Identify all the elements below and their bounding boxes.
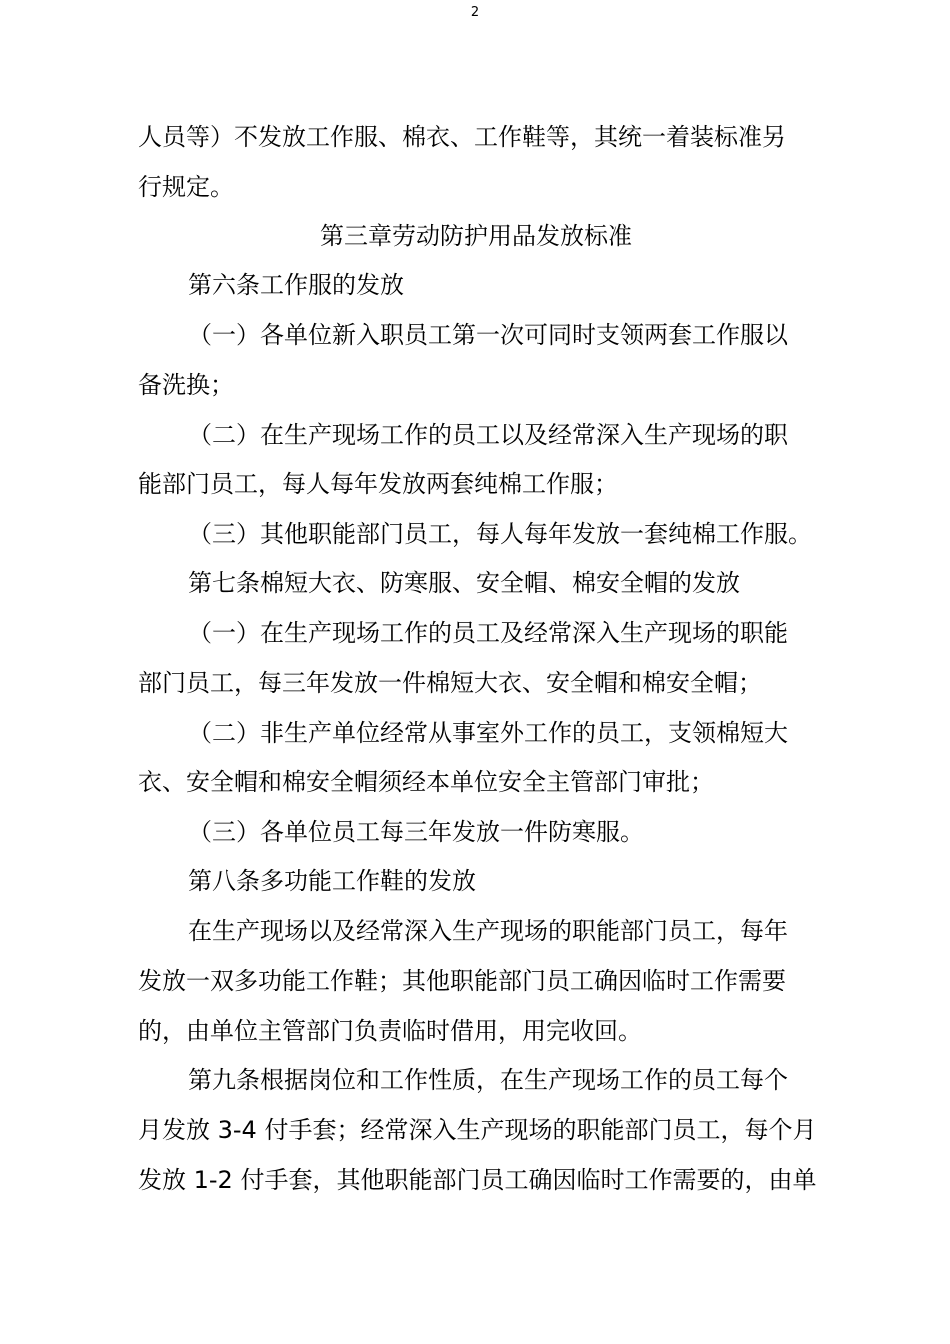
body-line: 备洗换； [138, 371, 234, 399]
chapter-heading: 第三章劳动防护用品发放标准 [320, 222, 632, 250]
body-line: （二）在生产现场工作的员工以及经常深入生产现场的职 [188, 421, 788, 449]
body-line: 行规定。 [138, 173, 234, 201]
body-line: 的，由单位主管部门负责临时借用，用完收回。 [138, 1017, 642, 1045]
body-line: 能部门员工，每人每年发放两套纯棉工作服； [138, 470, 618, 498]
article-heading: 第八条多功能工作鞋的发放 [188, 867, 476, 895]
body-line: （二）非生产单位经常从事室外工作的员工，支领棉短大 [188, 719, 788, 747]
body-line: （三）各单位员工每三年发放一件防寒服。 [188, 818, 644, 846]
body-line: （一）各单位新入职员工第一次可同时支领两套工作服以 [188, 321, 788, 349]
body-line: 月发放 3-4 付手套；经常深入生产现场的职能部门员工，每个月 [138, 1116, 817, 1144]
body-line: 发放 1-2 付手套，其他职能部门员工确因临时工作需要的，由单 [138, 1166, 817, 1194]
body-line: 衣、安全帽和棉安全帽须经本单位安全主管部门审批； [138, 768, 714, 796]
article-heading: 第七条棉短大衣、防寒服、安全帽、棉安全帽的发放 [188, 569, 740, 597]
body-line: 在生产现场以及经常深入生产现场的职能部门员工，每年 [188, 917, 788, 945]
article-heading: 第六条工作服的发放 [188, 271, 404, 299]
body-line: 第九条根据岗位和工作性质，在生产现场工作的员工每个 [188, 1066, 788, 1094]
body-line: （一）在生产现场工作的员工及经常深入生产现场的职能 [188, 619, 788, 647]
page-number: 2 [470, 5, 480, 20]
body-line: 人员等）不发放工作服、棉衣、工作鞋等，其统一着装标准另 [138, 123, 786, 151]
body-line: （三）其他职能部门员工，每人每年发放一套纯棉工作服。 [188, 520, 812, 548]
body-line: 部门员工，每三年发放一件棉短大衣、安全帽和棉安全帽； [138, 669, 762, 697]
body-line: 发放一双多功能工作鞋；其他职能部门员工确因临时工作需要 [138, 967, 786, 995]
